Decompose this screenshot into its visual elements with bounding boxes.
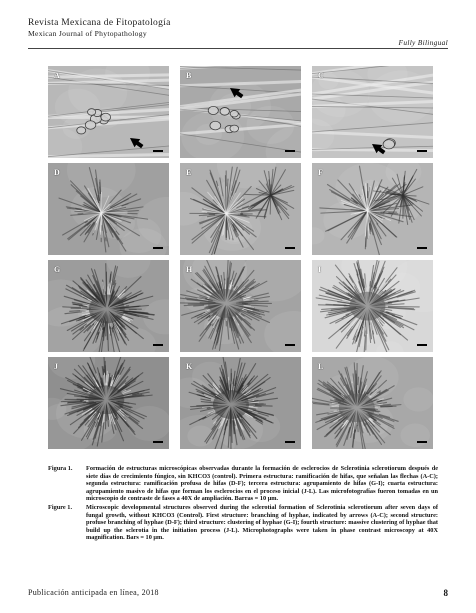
micrograph-image — [312, 357, 433, 449]
micrograph-panel-a — [48, 66, 169, 158]
journal-title-en: Mexican Journal of Phytopathology — [28, 29, 147, 38]
panel-label: J — [54, 362, 58, 371]
micrograph-image — [312, 163, 433, 255]
caption-es-text: Formación de estructuras microscópicas observadas durante la formación de esclerocios de Sclerotinia sclerotiorum después de siete días de crecimiento fúngico, sin KHCO3 (control). Primera estructura: ramificación de hifas, que señalan las flechas (A-C); segunda estructura: ramificación profusa de hifas (D-F); tercera estructura: agrupamiento de hifas (G-I); cuarta estructura: agrupamiento masivo de hifas que forman los esclerocios en el proceso inicial (J-L). Las microfotografías fueron tomadas en un microscopio de contraste de fases a 40X de ampliación. Barras = 10 μm. — [86, 465, 438, 503]
micrograph-panel-e — [180, 163, 301, 255]
micrograph-panel-j — [48, 357, 169, 449]
micrograph-panel-c — [312, 66, 433, 158]
micrograph-panel-d — [48, 163, 169, 255]
panel-label: D — [54, 168, 60, 177]
panel-label: I — [318, 265, 322, 274]
scale-bar — [153, 344, 163, 346]
micrograph-image — [180, 66, 301, 158]
scale-bar — [417, 441, 427, 443]
micrograph-image — [48, 260, 169, 352]
scale-bar — [153, 247, 163, 249]
micrograph-image — [312, 66, 433, 158]
micrograph-image — [48, 163, 169, 255]
scale-bar — [285, 344, 295, 346]
panel-label: E — [186, 168, 192, 177]
figure-caption — [48, 465, 438, 543]
header-rule — [28, 48, 448, 49]
micrograph-panel-k — [180, 357, 301, 449]
panel-label: F — [318, 168, 323, 177]
caption-english — [48, 504, 438, 542]
micrograph-image — [180, 260, 301, 352]
micrograph-image — [180, 357, 301, 449]
footer-text: Publicación anticipada en línea, 2018 — [28, 588, 159, 597]
panel-label: C — [318, 71, 324, 80]
scale-bar — [417, 150, 427, 152]
micrograph-panel-g — [48, 260, 169, 352]
caption-en-text: Microscopic developmental structures observed during the sclerotial formation of Sclerotinia sclerotiorum after seven days of fungal growth, without KHCO3 (Control). First structure: branching of hyphae, indicated by arrows (A-C); second structure: profuse branching of hyphae (D-F); third structure: clustering of hyphae (G-I); fourth structure: massive clustering of hyphae that build up the sclerotia in the initiation process (J-L). Microphotographs were taken in phase contrast microscopy at 40X magnification. Bars = 10 μm. — [86, 503, 438, 542]
micrograph-image — [48, 357, 169, 449]
scale-bar — [285, 441, 295, 443]
micrograph-panel-f — [312, 163, 433, 255]
micrograph-panel-i — [312, 260, 433, 352]
scale-bar — [417, 247, 427, 249]
micrograph-panel-h — [180, 260, 301, 352]
scale-bar — [285, 247, 295, 249]
micrograph-panel-b — [180, 66, 301, 158]
micrograph-image — [180, 163, 301, 255]
panel-label: K — [186, 362, 193, 371]
journal-title-es — [28, 18, 448, 28]
page-number: 8 — [443, 588, 448, 598]
fully-bilingual-label: Fully Bilingual — [398, 38, 448, 47]
journal-header — [28, 18, 448, 38]
micrograph-image — [48, 66, 169, 158]
scale-bar — [285, 150, 295, 152]
panel-label: G — [54, 265, 61, 274]
caption-en-label: Figure 1. — [48, 503, 73, 511]
micrograph-panel-l — [312, 357, 433, 449]
panel-label: L — [318, 362, 324, 371]
panel-label: H — [186, 265, 193, 274]
scale-bar — [417, 344, 427, 346]
panel-label: A — [54, 71, 60, 80]
journal-title-es-text: Revista Mexicana de Fitopatología — [28, 18, 171, 28]
scale-bar — [153, 150, 163, 152]
scale-bar — [153, 441, 163, 443]
caption-spanish — [48, 465, 438, 503]
micrograph-image — [312, 260, 433, 352]
caption-es-label: Figura 1. — [48, 465, 73, 472]
panel-label: B — [186, 71, 192, 80]
